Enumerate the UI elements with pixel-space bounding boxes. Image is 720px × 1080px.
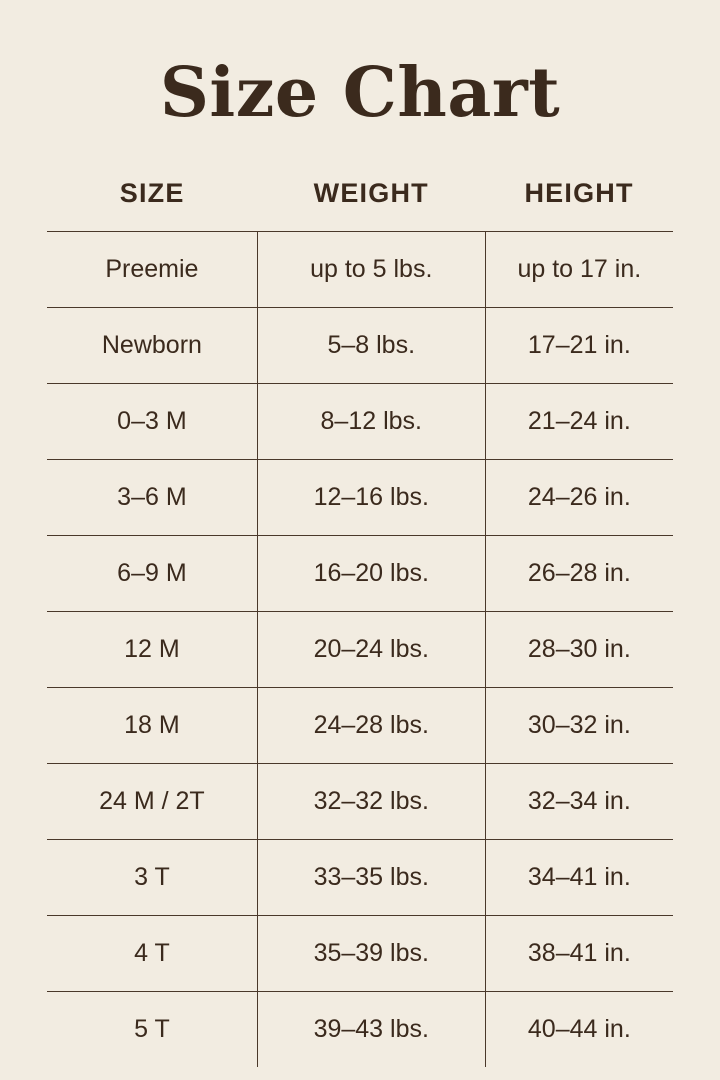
cell-height: 34–41 in. <box>485 840 673 916</box>
cell-height: 21–24 in. <box>485 384 673 460</box>
table-header-row <box>47 177 673 232</box>
table-row <box>47 840 673 916</box>
table-header <box>47 177 673 232</box>
cell-size: 0–3 M <box>47 384 257 460</box>
table-row <box>47 764 673 840</box>
cell-height: 26–28 in. <box>485 536 673 612</box>
table-body <box>47 232 673 1068</box>
table-row <box>47 916 673 992</box>
column-header-weight: WEIGHT <box>313 178 429 209</box>
table-row <box>47 460 673 536</box>
cell-weight: 39–43 lbs. <box>257 992 485 1068</box>
cell-size: 24 M / 2T <box>47 764 257 840</box>
cell-height: 17–21 in. <box>485 308 673 384</box>
cell-size: 4 T <box>47 916 257 992</box>
cell-size: 12 M <box>47 612 257 688</box>
cell-weight: 20–24 lbs. <box>257 612 485 688</box>
cell-weight: 8–12 lbs. <box>257 384 485 460</box>
cell-size: 5 T <box>47 992 257 1068</box>
column-header-height: HEIGHT <box>524 178 634 209</box>
cell-size: 6–9 M <box>47 536 257 612</box>
cell-weight: 5–8 lbs. <box>257 308 485 384</box>
cell-weight: 16–20 lbs. <box>257 536 485 612</box>
cell-weight: 24–28 lbs. <box>257 688 485 764</box>
cell-size: Newborn <box>47 308 257 384</box>
cell-height: 30–32 in. <box>485 688 673 764</box>
cell-height: 24–26 in. <box>485 460 673 536</box>
table-row <box>47 612 673 688</box>
page-title: Size Chart <box>159 53 561 133</box>
table-row <box>47 536 673 612</box>
cell-weight: 35–39 lbs. <box>257 916 485 992</box>
table-row <box>47 688 673 764</box>
cell-weight: 12–16 lbs. <box>257 460 485 536</box>
cell-size: 18 M <box>47 688 257 764</box>
cell-height: 40–44 in. <box>527 1015 631 1044</box>
table-row <box>47 384 673 460</box>
table-row <box>47 308 673 384</box>
cell-height: 38–41 in. <box>485 916 673 992</box>
size-chart-table <box>47 177 673 1067</box>
table-row <box>47 232 673 308</box>
cell-height: up to 17 in. <box>485 232 673 308</box>
size-chart-table-container <box>47 177 673 1067</box>
table-row <box>47 992 673 1068</box>
cell-size: 3 T <box>47 840 257 916</box>
cell-weight: 32–32 lbs. <box>257 764 485 840</box>
column-header-size: SIZE <box>119 178 185 209</box>
cell-weight: 33–35 lbs. <box>257 840 485 916</box>
cell-height: 28–30 in. <box>485 612 673 688</box>
cell-weight: up to 5 lbs. <box>257 232 485 308</box>
cell-height: 32–34 in. <box>485 764 673 840</box>
cell-size: Preemie <box>47 232 257 308</box>
cell-size: 3–6 M <box>47 460 257 536</box>
